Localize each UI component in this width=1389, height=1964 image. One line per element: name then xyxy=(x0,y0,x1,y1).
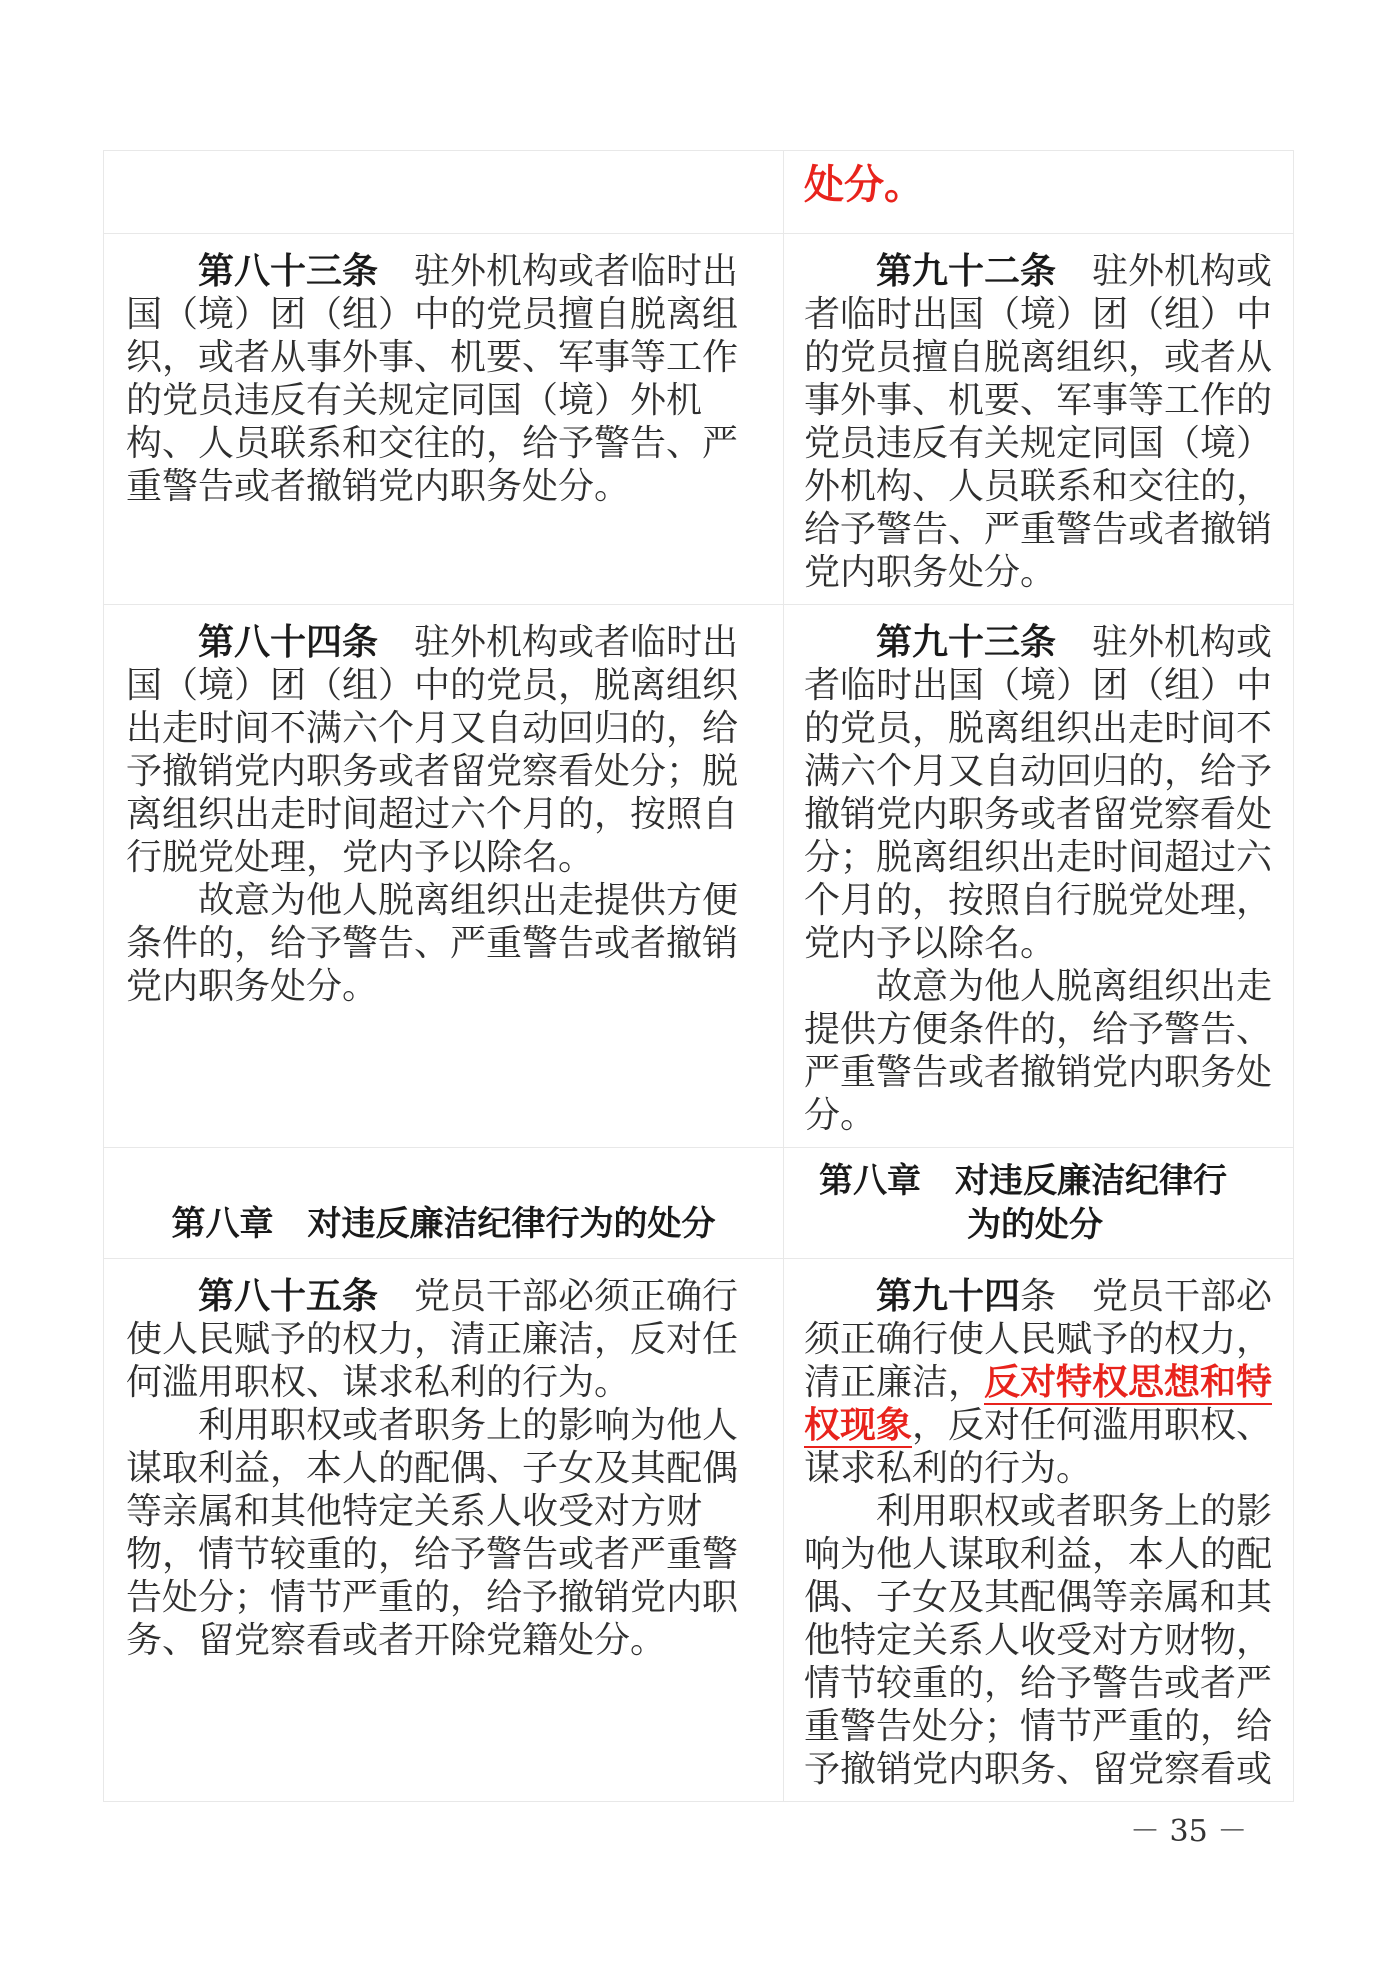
table-row xyxy=(104,151,1294,234)
right-article-93 xyxy=(784,605,1294,1148)
article-body: 驻外机构或者临时出国（境）团（组）中的党员擅自脱离组织，或者从事外事、机要、军事等工作的党员违反有关规定同国（境）外机构、人员联系和交往的，给予警告、严重警告或者撤销党内职务处分。 xyxy=(126,251,739,507)
table-row xyxy=(104,234,1294,605)
chapter-heading-left: 第八章 对违反廉洁纪律行为的处分 xyxy=(104,1148,784,1259)
right-article-92 xyxy=(784,234,1294,605)
article-paragraph: 利用职权或者职务上的影响为他人谋取利益，本人的配偶、子女及其配偶等亲属和其他特定关系人收受对方财物，情节较重的，给予警告或者严重警告处分；情节严重的，给予撤销党内职务、留党察看或 xyxy=(804,1491,1273,1790)
left-article-85 xyxy=(104,1259,784,1802)
article-title: 第八十四条 xyxy=(198,622,379,663)
chapter-row xyxy=(104,1148,1294,1259)
left-cell-empty xyxy=(104,151,784,234)
article-title: 第九十三条 xyxy=(876,622,1057,663)
article-body: 驻外机构或者临时出国（境）团（组）中的党员，脱离组织出走时间不满六个月又自动回归的，给予撤销党内职务或者留党察看处分；脱离组织出走时间超过六个月的，按照自行脱党处理，党内予以除名。 xyxy=(804,622,1273,964)
left-article-83 xyxy=(104,234,784,605)
article-paragraph: 故意为他人脱离组织出走提供方便条件的，给予警告、严重警告或者撤销党内职务处分。 xyxy=(126,880,739,1007)
article-title: 第八十三条 xyxy=(198,251,379,292)
right-cell-continuation xyxy=(784,151,1294,234)
left-article-84 xyxy=(104,605,784,1148)
article-body: 驻外机构或者临时出国（境）团（组）中的党员，脱离组织出走时间不满六个月又自动回归的，给予撤销党内职务或者留党察看处分；脱离组织出走时间超过六个月的，按照自行脱党处理，党内予以除名。 xyxy=(126,622,739,878)
continuation-text: 处分。 xyxy=(804,162,924,208)
chapter-heading-line: 为的处分 xyxy=(967,1205,1103,1245)
chapter-heading-right xyxy=(784,1148,1294,1259)
article-paragraph: 利用职权或者职务上的影响为他人谋取利益，本人的配偶、子女及其配偶等亲属和其他特定关系人收受对方财物，情节较重的，给予警告或者严重警告处分；情节严重的，给予撤销党内职务、留党察看或者开除党籍处分。 xyxy=(126,1405,739,1661)
right-article-94 xyxy=(784,1259,1294,1802)
article-title: 第九十四 xyxy=(876,1276,1021,1317)
article-body: 驻外机构或者临时出国（境）团（组）中的党员擅自脱离组织，或者从事外事、机要、军事等工作的党员违反有关规定同国（境）外机构、人员联系和交往的，给予警告、严重警告或者撤销党内职务处分。 xyxy=(804,251,1273,593)
article-body: 党员干部必须正确行使人民赋予的权力，清正廉洁， xyxy=(804,1276,1273,1403)
article-paragraph: 故意为他人脱离组织出走提供方便条件的，给予警告、严重警告或者撤销党内职务处分。 xyxy=(804,966,1273,1136)
chapter-heading-line: 第八章 对违反廉洁纪律行 xyxy=(819,1161,1227,1201)
comparison-table xyxy=(103,150,1294,1802)
article-title: 第九十二条 xyxy=(876,251,1057,292)
page-number: － 35 － xyxy=(1130,1814,1248,1849)
article-title: 第八十五条 xyxy=(198,1276,379,1317)
table-row xyxy=(104,605,1294,1148)
table-row xyxy=(104,1259,1294,1802)
article-body: 党员干部必须正确行使人民赋予的权力，清正廉洁，反对任何滥用职权、谋求私利的行为。 xyxy=(126,1276,739,1403)
highlighted-addition: 反对特权思想和特权现象 xyxy=(804,1362,1273,1446)
article-title-suffix: 条 xyxy=(1020,1276,1057,1317)
article-body: ，反对任何滥用职权、谋求私利的行为。 xyxy=(804,1405,1273,1489)
